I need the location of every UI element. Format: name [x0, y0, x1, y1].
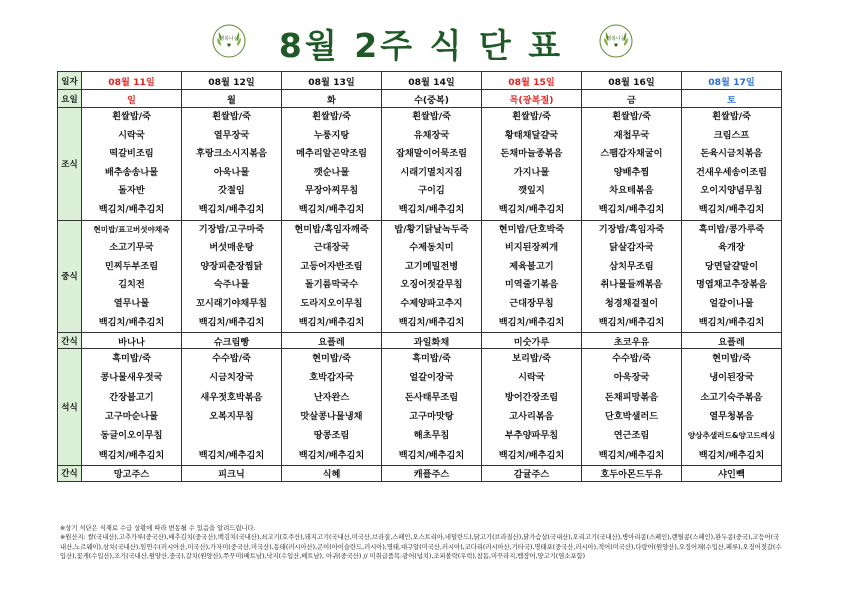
- meal-cell: [682, 349, 782, 466]
- menu-item: 열무장국: [213, 129, 250, 141]
- meal-row-breakfast: [58, 108, 782, 221]
- menu-item: 단호박샐러드: [604, 411, 659, 423]
- meal-cell: [282, 349, 382, 466]
- snack-cell: 캐플주스: [382, 465, 482, 481]
- day-cell: 수(중복): [382, 90, 482, 108]
- menu-item: 백김치/배추김치: [198, 316, 265, 328]
- day-cell: 금: [582, 90, 682, 108]
- meal-cell: [382, 349, 482, 466]
- menu-item: 시락국: [118, 129, 145, 141]
- menu-item: 백김치/배추김치: [298, 449, 365, 461]
- menu-item: 백김치/배추김치: [98, 316, 165, 328]
- menu-item: 수수밥/죽: [612, 353, 651, 365]
- menu-item: 후랑크소시지볶음: [195, 148, 267, 160]
- menu-item: 깻순나물: [313, 166, 350, 178]
- date-row: [58, 72, 782, 90]
- menu-item: 돌기름막국수: [304, 279, 359, 291]
- menu-item: 현미밥/표고버섯야채죽: [93, 224, 170, 234]
- menu-item: 흰쌀밥/죽: [412, 111, 451, 122]
- menu-item: 백김치/배추김치: [298, 203, 365, 215]
- meal-cell: [182, 349, 282, 466]
- day-cell: 토: [682, 90, 782, 108]
- menu-item: 닭살감자국: [609, 242, 654, 254]
- menu-item: 근대장무침: [509, 297, 554, 309]
- menu-item: 돈채피망볶음: [604, 391, 659, 403]
- note-origin: ※원산지: 쌀(국내산),고추가루(중국산),배추김치(중국산),백김치(국내산),쇠고기(호주산),돼지고기(국내산,미국산,브라질,스페인,오스트리아,네덜란드),닭고기(브라질산),닭가슴살(국내산),오리고기(국내산),병아리콩(스페인),렌틸콩(스페인),완두콩(중국),고등어(국내산,노르웨이),삼치(국내산),임연수(러시아산,미국산),가자미(중국산,미국산),동태(러시아산),곤이(아이슬란드,러시아),명태,대구알(미국산,러시아),코다리(러시아산,기타국),명태포(중국산,러시아),적어(미국산),다랑어(원양산),오징어채(수입산,페루),오징어젓갈(수입산),꽃게(수입산),조기(국내산,원양산,중국),갈치(원양산),쭈꾸미(베트남),낙지(수입산,베트남), 아귀(중국산) // 미취급품목:광어(넙치),조피볼락(우럭),참돔,미꾸라지,뱀장어,양고기(염소포함): [60, 534, 782, 560]
- meal-cell: [182, 220, 282, 333]
- menu-item: 도라지오이무침: [300, 297, 363, 309]
- menu-item: 돌자반: [118, 185, 145, 197]
- menu-item: 냉이된장국: [709, 372, 754, 384]
- snack-cell: 바나나: [82, 333, 182, 349]
- menu-item: 소고기숙주볶음: [700, 391, 763, 403]
- date-cell: 08월 17일: [682, 72, 782, 90]
- menu-item: 콩나물새우젓국: [100, 372, 163, 384]
- day-cell: 목(광복절): [482, 90, 582, 108]
- brand-logo-right: [599, 24, 633, 58]
- menu-item: 명엽채고추장볶음: [695, 279, 767, 291]
- menu-item: 백김치/배추김치: [398, 203, 465, 215]
- page-title: 8월 2주 식 단 표: [278, 26, 564, 65]
- menu-item: 부추양파무침: [504, 430, 559, 442]
- menu-item: 땅콩조림: [313, 430, 350, 442]
- meal-row-snack1: [58, 333, 782, 349]
- date-cell: 08월 11일: [82, 72, 182, 90]
- menu-item: 흰쌀밥/죽: [612, 111, 651, 122]
- menu-item: 스팸감자채굴이: [600, 148, 663, 160]
- menu-item: 민찌두부조림: [104, 260, 159, 272]
- menu-item: 새우젓호박볶음: [200, 391, 263, 403]
- meal-cell: [682, 108, 782, 221]
- menu-item: 흰쌀밥/죽: [212, 111, 251, 122]
- snack-cell: 감귤주스: [482, 465, 582, 481]
- menu-item: 고기메밀전병: [404, 260, 459, 272]
- menu-item: 건새우세송이조림: [695, 166, 767, 178]
- date-header: 일자: [58, 72, 82, 90]
- snack-cell: 망고주스: [82, 465, 182, 481]
- menu-item: 백김치/배추김치: [498, 449, 565, 461]
- menu-item: 유채장국: [413, 129, 450, 141]
- meal-cell: [582, 108, 682, 221]
- day-cell: 월: [182, 90, 282, 108]
- menu-item: 수제양파고추지: [400, 297, 463, 309]
- menu-item: 미역줄기볶음: [504, 279, 559, 291]
- menu-item: 백김치/배추김치: [498, 203, 565, 215]
- meal-row-snack2: [58, 465, 782, 481]
- menu-item: 돈육시금치볶음: [700, 148, 763, 160]
- snack-cell: 슈크림빵: [182, 333, 282, 349]
- menu-item: 고사리볶음: [509, 411, 554, 423]
- meal-cell: [482, 108, 582, 221]
- snack-cell: 미숫가루: [482, 333, 582, 349]
- menu-item: 오이지양념무침: [700, 185, 763, 197]
- menu-item: 양상추샐러드&양고드레싱: [687, 431, 776, 441]
- meal-cell: [382, 108, 482, 221]
- menu-item: 기장밥/흑임자죽: [598, 223, 665, 235]
- meal-label: 간식: [58, 465, 82, 481]
- day-header: 요일: [58, 90, 82, 108]
- menu-item: 비지된장찌개: [504, 242, 559, 254]
- snack-cell: 피크닉: [182, 465, 282, 481]
- menu-item: 메추리알곤약조림: [295, 148, 367, 160]
- date-cell: 08월 16일: [582, 72, 682, 90]
- menu-item: 제육불고기: [509, 260, 554, 272]
- meal-row-dinner: [58, 349, 782, 466]
- menu-item: 백김치/배추김치: [498, 316, 565, 328]
- snack-cell: 요플레: [682, 333, 782, 349]
- meal-label: 석식: [58, 349, 82, 466]
- menu-item: 고구마순나물: [104, 411, 159, 423]
- menu-item: 깻잎지: [518, 185, 545, 197]
- meal-cell: [182, 108, 282, 221]
- menu-item: 취나물들깨볶음: [600, 279, 663, 291]
- menu-item: 청경채겉절이: [604, 297, 659, 309]
- menu-item: 황태채달걀국: [504, 129, 559, 141]
- menu-item: 방어간장조림: [504, 391, 559, 403]
- svg-text:행복나눔: 행복나눔: [606, 36, 626, 42]
- menu-item: 숙주나물: [213, 279, 250, 291]
- menu-item: 백김치/배추김치: [298, 316, 365, 328]
- menu-item: 현미밥/죽: [712, 353, 751, 365]
- menu-item: 가지나물: [513, 166, 550, 178]
- meal-row-lunch: [58, 220, 782, 333]
- menu-item: 시래기멸치지짐: [400, 166, 463, 178]
- snack-cell: 초코우유: [582, 333, 682, 349]
- menu-item: 백김치/배추김치: [698, 449, 765, 461]
- menu-item: 누룽지탕: [313, 129, 350, 141]
- menu-item: 흑미밥/죽: [112, 353, 151, 365]
- meal-cell: [82, 108, 182, 221]
- day-cell: 일: [82, 90, 182, 108]
- day-cell: 화: [282, 90, 382, 108]
- snack-cell: 요플레: [282, 333, 382, 349]
- menu-item: 시락국: [518, 372, 545, 384]
- menu-item: 밥/황기닭날녹두죽: [394, 223, 469, 235]
- menu-item: 얼갈이나물: [709, 297, 754, 309]
- menu-item: 흑미밥/죽: [412, 353, 451, 365]
- menu-item: 현미밥/단호박죽: [498, 223, 565, 235]
- menu-item: 백김치/배추김치: [698, 203, 765, 215]
- menu-item: 기장밥/고구마죽: [198, 223, 265, 235]
- svg-text:♥: ♥: [226, 43, 232, 49]
- menu-item: 구이김: [418, 185, 445, 197]
- menu-item: 흰쌀밥/죽: [712, 111, 751, 122]
- menu-item: 흰쌀밥/죽: [512, 111, 551, 122]
- menu-item: 호박감자국: [309, 372, 354, 384]
- menu-item: 동글이오이무침: [100, 430, 163, 442]
- menu-item: 잡채말이어묵조림: [395, 148, 467, 160]
- menu-item: 아욱나물: [213, 166, 250, 178]
- menu-item: 무장아찌무침: [304, 185, 359, 197]
- menu-item: 해초무침: [413, 430, 450, 442]
- menu-item: 흰쌀밥/죽: [112, 111, 151, 122]
- menu-item: 백김치/배추김치: [698, 316, 765, 328]
- menu-item: 양배추찜: [613, 166, 650, 178]
- menu-item: 난자완스: [313, 391, 350, 403]
- menu-item: 버섯매운탕: [209, 242, 254, 254]
- meal-cell: [282, 220, 382, 333]
- meal-label: 중식: [58, 220, 82, 333]
- snack-cell: 호두아몬드두유: [582, 465, 682, 481]
- menu-item: 얼갈이장국: [409, 372, 454, 384]
- meal-cell: [482, 220, 582, 333]
- meal-cell: [82, 220, 182, 333]
- date-cell: 08월 13일: [282, 72, 382, 90]
- meal-cell: [582, 220, 682, 333]
- menu-item: 보리밥/죽: [512, 353, 551, 365]
- menu-item: 간장불고기: [109, 391, 154, 403]
- menu-item: 현미밥/죽: [312, 353, 351, 365]
- menu-item: 근대장국: [313, 242, 350, 254]
- snack-cell: 식혜: [282, 465, 382, 481]
- date-cell: 08월 15일: [482, 72, 582, 90]
- menu-item: 소고기무국: [109, 242, 154, 254]
- menu-item: 갓절임: [218, 185, 245, 197]
- meal-cell: [682, 220, 782, 333]
- menu-item: 백김치/배추김치: [198, 203, 265, 215]
- notes: [60, 524, 782, 561]
- menu-item: 재첩무국: [613, 129, 650, 141]
- meal-cell: [82, 349, 182, 466]
- date-cell: 08월 12일: [182, 72, 282, 90]
- menu-item: 차요테볶음: [609, 185, 654, 197]
- menu-item: 백김치/배추김치: [398, 316, 465, 328]
- menu-item: 백김치/배추김치: [98, 449, 165, 461]
- date-cell: 08월 14일: [382, 72, 482, 90]
- menu-item: 열무청볶음: [709, 411, 754, 423]
- menu-item: 삼치무조림: [609, 260, 654, 272]
- snack-cell: 과일화채: [382, 333, 482, 349]
- menu-item: 김치전: [118, 279, 145, 291]
- menu-item: 꼬시래기야채무침: [195, 297, 267, 309]
- menu-item: 수수밥/죽: [212, 353, 251, 365]
- menu-item: 고등어자반조림: [300, 260, 363, 272]
- menu-item: 연근조림: [613, 430, 650, 442]
- menu-item: 흑미밥/콩가루죽: [698, 223, 765, 235]
- menu-table: [57, 71, 782, 482]
- menu-item: 오복지무침: [209, 411, 254, 423]
- menu-item: 현미밥/흑임자깨죽: [294, 223, 369, 235]
- menu-item: 백김치/배추김치: [598, 316, 665, 328]
- svg-text:♥: ♥: [613, 43, 619, 49]
- menu-item: 돈채마늘종볶음: [500, 148, 563, 160]
- menu-item: 맛살콩나물냉채: [300, 411, 363, 423]
- menu-item: 흰쌀밥/죽: [312, 111, 351, 122]
- meal-cell: [282, 108, 382, 221]
- meal-cell: [382, 220, 482, 333]
- menu-item: 떡갈비조림: [109, 148, 154, 160]
- menu-item: 당면달걀말이: [704, 260, 759, 272]
- meal-cell: [482, 349, 582, 466]
- meal-label: 간식: [58, 333, 82, 349]
- svg-text:행복나눔: 행복나눔: [219, 36, 239, 42]
- menu-item: 백김치/배추김치: [198, 449, 265, 461]
- menu-item: 고구마맛탕: [409, 411, 454, 423]
- day-row: [58, 90, 782, 108]
- menu-item: 백김치/배추김치: [598, 449, 665, 461]
- menu-item: 백김치/배추김치: [598, 203, 665, 215]
- meal-cell: [582, 349, 682, 466]
- meal-label: 조식: [58, 108, 82, 221]
- menu-item: 배추송송나물: [104, 166, 159, 178]
- menu-item: [182, 426, 281, 445]
- menu-item: 수제동치미: [409, 242, 454, 254]
- note-disclaimer: ※상기 식단은 식재료 수급 상황에 따라 변동될 수 있음을 알려드립니다.: [60, 525, 256, 532]
- menu-item: 열무나물: [113, 297, 150, 309]
- menu-item: 양장피춘장찜닭: [200, 260, 263, 272]
- menu-item: 돈사태무조림: [404, 391, 459, 403]
- menu-item: 크림스프: [713, 129, 750, 141]
- menu-item: 백김치/배추김치: [398, 449, 465, 461]
- menu-item: 아욱장국: [613, 372, 650, 384]
- menu-item: 백김치/배추김치: [98, 203, 165, 215]
- snack-cell: 샤인빽: [682, 465, 782, 481]
- menu-item: 시금치장국: [209, 372, 254, 384]
- menu-item: 육개장: [718, 242, 745, 254]
- menu-item: 오징어젓갈무침: [400, 279, 463, 291]
